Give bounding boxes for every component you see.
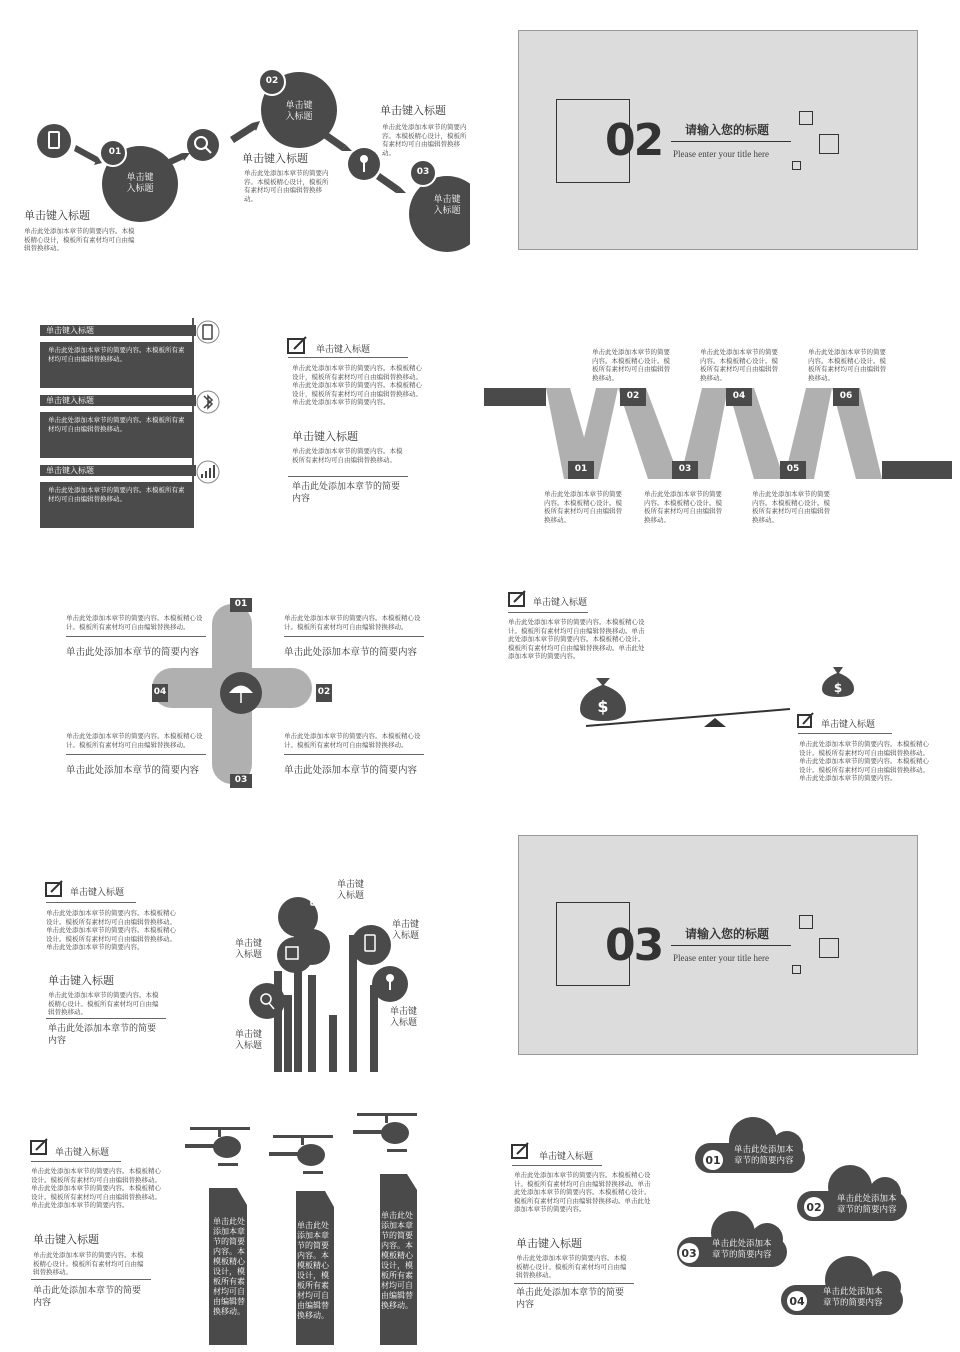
- slide-timeline-list: [20, 312, 480, 562]
- timeline-right-text: 单击此处添加本章节的简要内容。本模板精心设计，模板所有素材均可自由编辑替换移动。单击此处添加本章节的简要内容。本模板精心设计，模板所有素材均可自由编辑替换移动。单击此处添加本章节的简要内容。: [292, 364, 422, 406]
- zigzag-label-03: 03: [678, 464, 692, 474]
- zigzag-text-05: 单击此处添加本章节的简要内容。本模板精心设计。模板所有素材均可自由编辑替换移动。: [752, 490, 830, 524]
- svg-text:$: $: [597, 697, 609, 716]
- cross-sub-tr: 单击此处添加本章节的简要内容: [284, 647, 418, 658]
- cloud-text-03: 单击此处添加本 章节的简要内容: [712, 1239, 772, 1260]
- cross-sub-br: 单击此处添加本章节的简要内容: [284, 765, 418, 776]
- timeline-item-2-title: 单击键入标题: [40, 395, 196, 406]
- zigzag-text-01: 单击此处添加本章节的简要内容。本模板精心设计。模板所有素材均可自由编辑替换移动。: [544, 490, 622, 524]
- cross-label-03: 03: [234, 775, 248, 785]
- cross-label-01: 01: [234, 599, 248, 609]
- timeline-item-3-title: 单击键入标题: [40, 465, 196, 476]
- tree-text2: 单击此处添加本章节的简要内容。本模板精心设计。模板所有素材均可自由编辑替换移动。: [48, 991, 159, 1016]
- zigzag-text-04: 单击此处添加本章节的简要内容。本模板精心设计。模板所有素材均可自由编辑替换移动。: [700, 348, 778, 382]
- helicopter-tag-1: 单击此处添加本章节的简要内容。本模板精心设计，模板所有素材均可自由编辑替换移动。: [213, 1217, 245, 1316]
- tree-head: 单击键入标题: [70, 888, 125, 898]
- section-title: 请输入您的标题: [685, 123, 770, 137]
- section-number: 02: [605, 115, 663, 166]
- helicopter-1: [185, 1127, 250, 1166]
- circle-number-02: 02: [265, 76, 279, 86]
- section-subtitle: Please enter your title here: [673, 149, 769, 159]
- circles-mid-text: 单击此处添加本章节的简要内容。本模板精心设计，模板所有素材均可自由编辑替换移动。: [244, 169, 329, 203]
- tree-label-top: 单击键 入标题: [337, 880, 365, 901]
- timeline-right-text2: 单击此处添加本章节的简要内容。本模板所有素材均可自由编辑替换移动。: [292, 447, 403, 464]
- tree-label-bottom-left: 单击键 入标题: [235, 1030, 263, 1051]
- slide-section-02: [518, 30, 918, 250]
- cross-sub-tl: 单击此处添加本章节的简要内容: [66, 647, 200, 658]
- slide-circles-process: [10, 45, 470, 295]
- cloud-text-04: 单击此处添加本 章节的简要内容: [823, 1287, 883, 1308]
- circles-right-title: 单击键入标题: [380, 104, 446, 117]
- slide-cross: [60, 590, 440, 840]
- balance-head-1: 单击键入标题: [533, 598, 588, 608]
- section-title: 请输入您的标题: [685, 927, 770, 941]
- divider: [284, 636, 424, 637]
- section-divider: [671, 141, 791, 142]
- tree-text: 单击此处添加本章节的简要内容。本模板精心设计。模板所有素材均可自由编辑替换移动。单击此处添加本章节的简要内容。本模板精心设计。模板所有素材均可自由编辑替换移动。单击此处添加本章节的简要内容。: [46, 909, 176, 951]
- cloud-title2: 单击键入标题: [516, 1237, 582, 1250]
- divider: [288, 357, 408, 358]
- deco-square-1: [799, 915, 813, 929]
- cloud-head: 单击键入标题: [539, 1152, 594, 1162]
- divider: [66, 636, 206, 637]
- tree-label-left: 单击键 入标题: [235, 939, 263, 960]
- cloud-big: 单击此处添加本章节的简要内容: [516, 1288, 625, 1310]
- cross-label-02: 02: [317, 687, 331, 697]
- circle-label-02: 单击键 入标题: [285, 101, 313, 122]
- divider: [66, 754, 206, 755]
- circles-mid-title: 单击键入标题: [242, 152, 308, 165]
- helicopter-title2: 单击键入标题: [33, 1233, 99, 1246]
- section-subtitle: Please enter your title here: [673, 953, 769, 963]
- slide-balance: [500, 585, 960, 835]
- zigzag-label-06: 06: [839, 391, 853, 401]
- cross-text-tl: 单击此处添加本章节的简要内容。本模板精心设计。模板所有素材均可自由编辑替换移动。: [66, 614, 203, 631]
- helicopter-text2: 单击此处添加本章节的简要内容。本模板精心设计。模板所有素材均可自由编辑替换移动。: [33, 1251, 144, 1276]
- clouds-graphic: [505, 1105, 955, 1350]
- divider: [512, 1165, 602, 1166]
- circle-label-01: 单击键 入标题: [126, 173, 154, 194]
- circles-process-graphic: [10, 45, 470, 295]
- slide-clouds: [505, 1105, 955, 1350]
- zigzag-label-05: 05: [786, 464, 800, 474]
- tree-title2: 单击键入标题: [48, 974, 114, 987]
- edit-icon: [20, 312, 480, 562]
- zigzag-text-06: 单击此处添加本章节的简要内容。本模板精心设计。模板所有素材均可自由编辑替换移动。: [808, 348, 886, 382]
- divider: [514, 1283, 634, 1284]
- cloud-text-01: 单击此处添加本 章节的简要内容: [734, 1145, 794, 1166]
- tree-label-bottom-right: 单击键 入标题: [390, 1007, 418, 1028]
- timeline-right-head: 单击键入标题: [316, 345, 371, 355]
- section-number: 03: [605, 920, 663, 971]
- cross-text-bl: 单击此处添加本章节的简要内容。本模板精心设计。模板所有素材均可自由编辑替换移动。: [66, 732, 203, 749]
- circles-right-text: 单击此处添加本章节的简要内容。本模板精心设计，模板所有素材均可自由编辑替换移动。: [382, 123, 467, 157]
- slide-helicopters: [25, 1105, 485, 1350]
- timeline-item-3-text: 单击此处添加本章节的简要内容。本模板所有素材均可自由编辑替换移动。: [40, 482, 194, 528]
- circle-label-03: 单击键 入标题: [433, 195, 461, 216]
- cross-text-tr: 单击此处添加本章节的简要内容。本模板精心设计。模板所有素材均可自由编辑替换移动。: [284, 614, 421, 631]
- divider: [288, 476, 408, 477]
- divider: [31, 1279, 151, 1280]
- helicopter-tag-3: 单击此处添加本章节的简要内容。本模板精心设计，模板所有素材均可自由编辑替换移动。: [381, 1211, 413, 1310]
- cloud-number-03: 03: [681, 1247, 697, 1260]
- timeline-right-big: 单击此处添加本章节的简要内容: [292, 482, 401, 504]
- helicopter-big: 单击此处添加本章节的简要内容: [33, 1286, 142, 1308]
- helicopter-head: 单击键入标题: [55, 1148, 110, 1158]
- circles-left-title: 单击键入标题: [24, 209, 90, 222]
- zigzag-label-02: 02: [626, 391, 640, 401]
- cloud-number-01: 01: [705, 1154, 721, 1167]
- divider: [284, 754, 424, 755]
- timeline-right-title2: 单击键入标题: [292, 430, 358, 443]
- cloud-text: 单击此处添加本章节的简要内容。本模板精心设计。模板所有素材均可自由编辑替换移动。单击此处添加本章节的简要内容。本模板精心设计。模板所有素材均可自由编辑替换移动。单击此处添加本章节的简要内容。: [514, 1171, 651, 1213]
- helicopter-text: 单击此处添加本章节的简要内容。本模板精心设计。模板所有素材均可自由编辑替换移动。单击此处添加本章节的简要内容。本模板精心设计。模板所有素材均可自由编辑替换移动。单击此处添加本章节的简要内容。: [31, 1167, 161, 1209]
- cloud-text2: 单击此处添加本章节的简要内容。本模板精心设计。模板所有素材均可自由编辑替换移动。: [516, 1254, 627, 1279]
- helicopter-tag-2: 单击此处添加本章节的简要内容。本模板精心设计，模板所有素材均可自由编辑替换移动。: [297, 1221, 329, 1320]
- divider: [798, 733, 892, 734]
- slide-tree: [40, 875, 500, 1125]
- divider: [31, 1161, 121, 1162]
- slide-zigzag-ribbon: [484, 340, 954, 590]
- balance-text-1: 单击此处添加本章节的简要内容。本模板精心设计。模板所有素材均可自由编辑替换移动。单击此处添加本章节的简要内容。本模板精心设计。模板所有素材均可自由编辑替换移动。单击此处添加本章节的简要内容。: [508, 618, 645, 660]
- deco-square-2: [819, 938, 839, 958]
- balance-head-2: 单击键入标题: [821, 720, 876, 730]
- timeline-item-1-title: 单击键入标题: [40, 325, 196, 336]
- tree-label-right: 单击键 入标题: [392, 920, 420, 941]
- deco-square-1: [799, 111, 813, 125]
- circles-left-text: 单击此处添加本章节的简要内容。本模板精心设计，模板所有素材均可自由编辑替换移动。: [24, 227, 135, 252]
- divider: [46, 902, 136, 903]
- tree-big: 单击此处添加本章节的简要内容: [48, 1024, 157, 1046]
- circle-number-03: 03: [416, 167, 430, 177]
- deco-square-3: [792, 161, 801, 170]
- section-divider: [671, 945, 791, 946]
- helicopter-3: [353, 1113, 417, 1152]
- cross-text-br: 单击此处添加本章节的简要内容。本模板精心设计。模板所有素材均可自由编辑替换移动。: [284, 732, 421, 749]
- divider: [46, 1018, 166, 1019]
- zigzag-label-04: 04: [732, 391, 746, 401]
- circle-number-01: 01: [108, 147, 122, 157]
- svg-text:$: $: [833, 681, 843, 695]
- cloud-number-04: 04: [789, 1295, 805, 1308]
- zigzag-label-01: 01: [574, 464, 588, 474]
- cross-label-04: 04: [153, 687, 167, 697]
- balance-text-2: 单击此处添加本章节的简要内容。本模板精心设计。模板所有素材均可自由编辑替换移动。单击此处添加本章节的简要内容。本模板精心设计。模板所有素材均可自由编辑替换移动。单击此处添加本章节的简要内容。: [799, 740, 929, 782]
- cross-sub-bl: 单击此处添加本章节的简要内容: [66, 765, 200, 776]
- timeline-item-1-text: 单击此处添加本章节的简要内容。本模板所有素材均可自由编辑替换移动。: [40, 342, 194, 388]
- slide-section-03: [518, 835, 918, 1055]
- divider: [508, 612, 588, 613]
- cloud-text-02: 单击此处添加本 章节的简要内容: [837, 1194, 897, 1215]
- cloud-number-02: 02: [806, 1201, 822, 1214]
- deco-square-3: [792, 965, 801, 974]
- timeline-item-2-text: 单击此处添加本章节的简要内容。本模板所有素材均可自由编辑替换移动。: [40, 412, 194, 458]
- helicopter-2: [269, 1135, 333, 1174]
- zigzag-text-03: 单击此处添加本章节的简要内容。本模板精心设计。模板所有素材均可自由编辑替换移动。: [644, 490, 722, 524]
- deco-square-2: [819, 134, 839, 154]
- zigzag-text-02: 单击此处添加本章节的简要内容。本模板精心设计。模板所有素材均可自由编辑替换移动。: [592, 348, 670, 382]
